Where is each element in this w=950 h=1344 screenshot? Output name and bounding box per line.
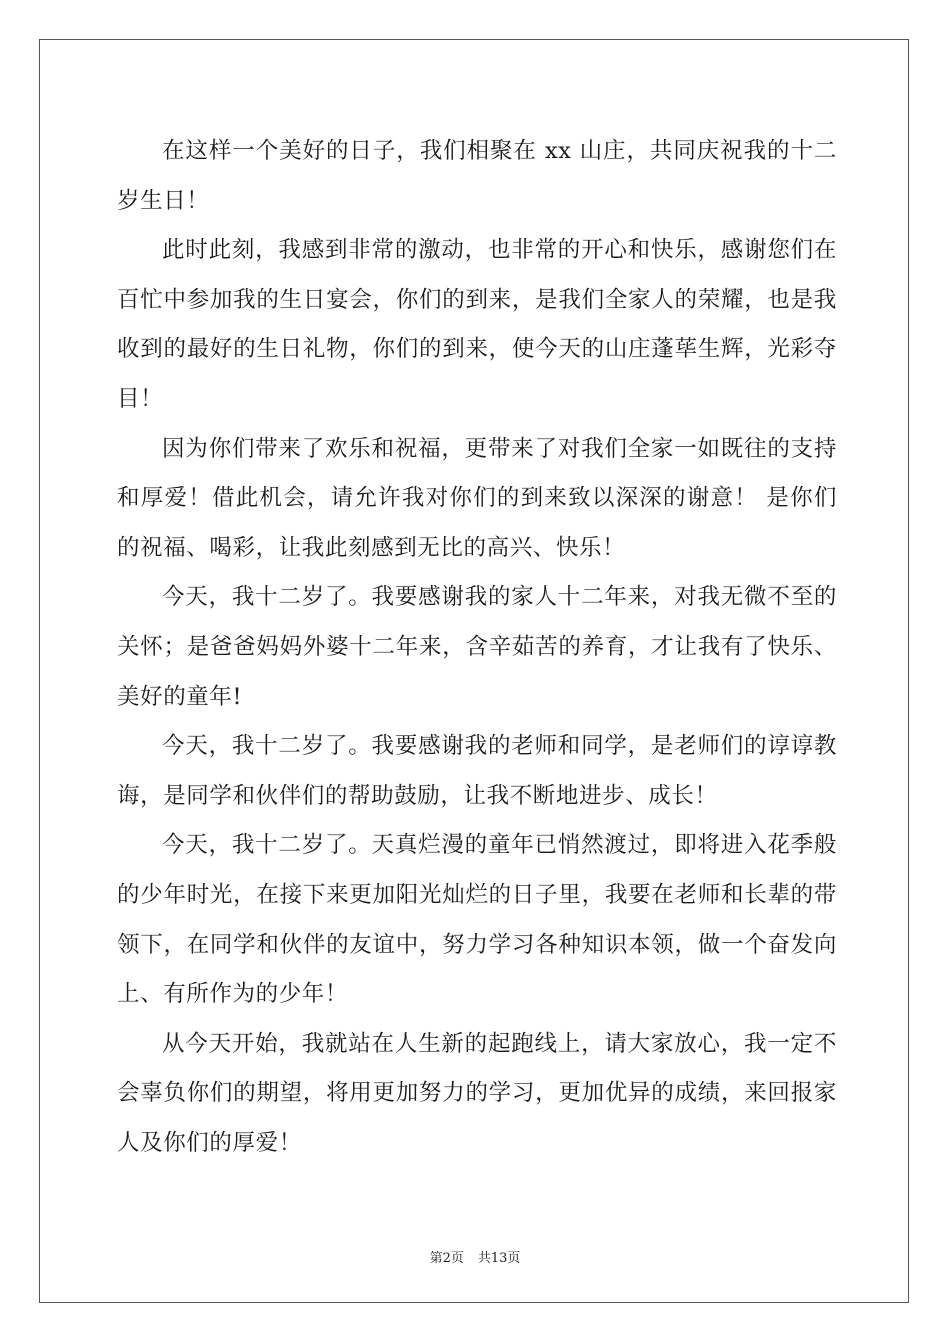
paragraph-2: 此时此刻，我感到非常的激动，也非常的开心和快乐，感谢您们在百忙中参加我的生日宴会，你们的到来，是我们全家人的荣耀，也是我收到的最好的生日礼物，你们的到来，使今天的山庄蓬荜生辉，光彩夺目！ <box>117 237 837 412</box>
paragraph-3: 因为你们带来了欢乐和祝福，更带来了对我们全家一如既往的支持和厚爱！借此机会，请允许我对你们的到来致以深深的谢意！ 是你们的祝福、喝彩，让我此刻感到无比的高兴、快乐！ <box>117 435 837 561</box>
paragraph-4: 今天，我十二岁了。我要感谢我的家人十二年来，对我无微不至的关怀；是爸爸妈妈外婆十二年来，含辛茹苦的养育，才让我有了快乐、美好的童年! <box>117 584 837 710</box>
page-footer <box>0 1247 950 1266</box>
paragraph-7: 从今天开始，我就站在人生新的起跑线上，请大家放心，我一定不会辜负你们的期望，将用更加努力的学习，更加优异的成绩，来回报家人及你们的厚爱！ <box>117 1030 837 1156</box>
page-number: 第2页 <box>429 1251 464 1266</box>
paragraph-5: 今天，我十二岁了。我要感谢我的老师和同学，是老师们的谆谆教诲，是同学和伙伴们的帮助鼓励，让我不断地进步、成长！ <box>117 733 837 809</box>
paragraph-6: 今天，我十二岁了。天真烂漫的童年已悄然渡过，即将进入花季般的少年时光，在接下来更加阳光灿烂的日子里，我要在老师和长辈的带领下，在同学和伙伴的友谊中，努力学习各种知识本领，做一个奋发向上、有所作为的少年！ <box>117 832 837 1008</box>
document-body <box>117 127 837 1168</box>
paragraph-1: 在这样一个美好的日子，我们相聚在 xx 山庄，共同庆祝我的十二岁生日！ <box>117 138 837 214</box>
page-total: 共13页 <box>477 1251 521 1266</box>
